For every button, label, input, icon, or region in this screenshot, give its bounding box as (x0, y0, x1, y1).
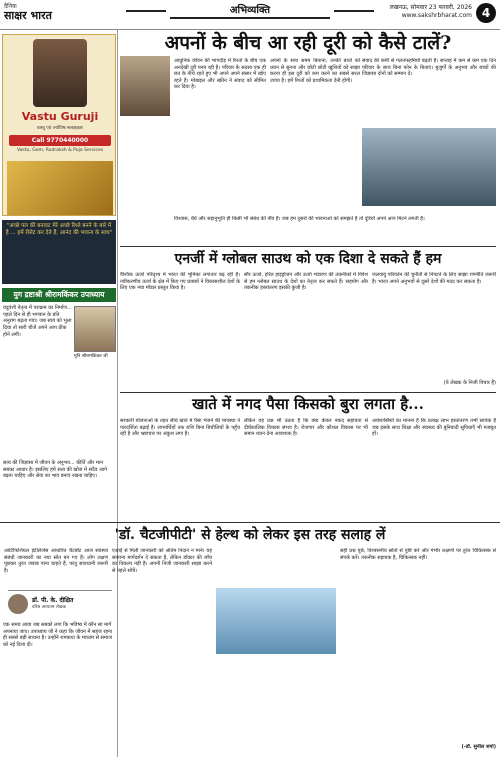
website: www.sakshrbharat.com (401, 12, 472, 19)
article-3-text-b: लेकिन यह प्रश्न भी उठता है कि क्या केवल नकद सहायता से दीर्घकालिक विकास संभव है। रोजगार और कौशल विकास पर भी समान ध्यान देना आवश्यक है। (244, 418, 368, 438)
article-4-headline: 'डॉ. चैटजीपीटी' से हेल्थ को लेकर इस तरह सलाह लें (114, 527, 386, 543)
article-2-text-a: वैश्विक ऊर्जा परिदृश्य में भारत की भूमिका लगातार बढ़ रही है। नवीकरणीय ऊर्जा के क्षेत्र में किए गए प्रयासों ने विकासशील देशों के लिए एक नया मॉडल प्रस्तुत किया है। (120, 272, 240, 292)
quote-box (2, 220, 116, 284)
side-photo-caption: मुनि श्रीरामकिंकर जी (74, 354, 108, 359)
article-4-photo (216, 588, 336, 654)
date: लखनऊ, सोमवार 23 फरवरी, 2026 (389, 4, 472, 11)
divider (120, 392, 496, 393)
ad-subtitle: वास्तु एवं ज्योतिष सलाहकार (36, 126, 84, 131)
side-column-heading: युग द्रष्टाश्री श्रीरामकिंकर उपाध्याय (2, 288, 116, 302)
side-column-text-3: एक समय आया जब सबको लगा कि भविष्य में कौन सा मार्ग अपनाया जाए। उपाध्याय जी ने कहा कि जीवन में सहज रहना ही सबसे बड़ी साधना है। उन्होंने रामकथा के माध्यम से समाज को नई दिशा दी। (3, 622, 113, 649)
article-2-headline: एनर्जी में ग्लोबल साउथ को एक दिशा दे सकते हैं हम (174, 251, 442, 267)
article-4-credit: (-डॉ. सुनील शर्मा) (461, 744, 496, 750)
article-1-text-c: संवाद की कमी से गलतफहमियाँ बढ़ती हैं। सप्ताह में कम से कम एक दिन परिवार के साथ बिना फोन के बिताएं। बुजुर्गों के अनुभव और बच्चों की जिज्ञासा दोनों को सम्मान दें। (362, 58, 496, 78)
ad-products-image (7, 161, 113, 215)
article-3-headline: खाते में नगद पैसा किसको बुरा लगता है... (192, 395, 424, 413)
article-3-text-a: सरकारी योजनाओं के तहत सीधे खाते में पैसा भेजने की व्यवस्था ने पारदर्शिता बढ़ाई है। लाभार्थियों तक राशि बिना बिचौलियों के पहुँच रही है और भ्रष्टाचार पर अंकुश लगा है। (120, 418, 240, 438)
brand-logo (4, 2, 52, 22)
side-column-photo (74, 306, 116, 352)
article-3-text-c: अर्थशास्त्रियों का मानना है कि प्रत्यक्ष लाभ हस्तांतरण तभी सार्थक है जब इसके साथ शिक्षा और स्वास्थ्य की बुनियादी सुविधाएँ भी मजबूत हों। (372, 418, 496, 438)
article-4-text-c: सही प्रश्न पूछें, विश्वसनीय स्रोतों से पुष्टि करें और गंभीर लक्षणों पर तुरंत चिकित्सक से संपर्क करें। तकनीक सहायक है, चिकित्सक नहीं। (340, 548, 496, 561)
article-4-text-b: एआई से मिली जानकारी को अंतिम निदान न मानें। यह सामान्य मार्गदर्शन दे सकता है, लेकिन डॉक्टर की जाँच का विकल्प नहीं है। अपनी निजी जानकारी साझा करने से पहले सोचें। (112, 548, 212, 574)
article-2-byline: (ये लेखक के निजी विचार हैं) (443, 380, 496, 386)
page-number: 4 (476, 3, 496, 23)
brand-main: साक्षर भारत (4, 9, 52, 22)
dateline (390, 4, 472, 20)
article-1-text-a: आधुनिक जीवन की भागदौड़ में रिश्तों के बीच एक अनदेखी दूरी पनप रही है। परिवार के सदस्य एक ही छत के नीचे रहते हुए भी अपने अपने संसार में खोए रहते हैं। मोबाइल और स्क्रीन ने संवाद को सीमित कर दिया है। (174, 58, 266, 91)
author-role: वरिष्ठ अध्यात्म लेखक (32, 605, 67, 610)
article-4-text-a: आर्टिफिशियल इंटेलिजेंस आधारित चैटबॉट आज स्वास्थ्य संबंधी जानकारी का नया स्रोत बन गए हैं। लोग लक्षण पूछकर तुरंत जवाब पाना चाहते हैं, परंतु सावधानी जरूरी है। (4, 548, 108, 574)
ad-person-photo (33, 39, 87, 107)
author-name: डॉ. पी. के. दीक्षित (32, 597, 74, 604)
ad-title: Vastu Guruji (21, 110, 99, 123)
divider (0, 522, 500, 523)
side-column-text-2: सत्य की जिज्ञासा में जीवन के अनुभव... कीर्ति और मान सबका आधार है। इसलिए हमें सत्य की खोज में सदैव आगे बढ़ना चाहिए और सेवा का भाव बनाए रखना चाहिए। (3, 460, 107, 480)
quote-text: "अच्छे पल की बनावट मेरे अच्छे रिश्ते बनने के बारे में है ... हमें रीसेट कर देते हैं, आनंद की भावना के साथ" (5, 223, 113, 236)
masthead (0, 0, 500, 30)
article-2-text-c: जलवायु परिवर्तन की चुनौती से निपटने के लिए साझा रणनीति जरूरी है। भारत अपने अनुभवों से दूसरे देशों की मदद कर सकता है। (372, 272, 496, 285)
side-column-text: यदुवंशी नेतृत्व में पराक्रम का निर्माण... पहले दिन से ही भगवान के प्रति अनुराग बढ़ता गया। जब स्वयं को भुला दिया तो सारी चीजें अपने आप ठीक होने लगीं। (3, 305, 72, 338)
ad-phone[interactable]: Call 9770440000 (9, 135, 111, 146)
article-2-text-b: सौर ऊर्जा, हरित हाइड्रोजन और ऊर्जा भंडारण की तकनीकों में निवेश से हम ग्लोबल साउथ के देशों का नेतृत्व कर सकते हैं। सहयोग और तकनीक हस्तांतरण इसकी कुंजी है। (244, 272, 368, 292)
article-1-headline: अपनों के बीच आ रही दूरी को कैसे टालें? (164, 32, 452, 54)
article-1-text-b: अपनों के साथ समय बिताना, उनकी बातों को ध्यान से सुनना और छोटी छोटी खुशियों को साझा करना ही इस दूरी को कम करने का सबसे सरल उपाय है। हमें रिश्तों को प्राथमिकता देनी होगी। (270, 58, 360, 84)
article-1-photo (362, 128, 496, 206)
divider (120, 246, 496, 247)
ad-address: Vastu, Gem, Rudraksh & Puja Services (16, 148, 104, 153)
vastu-advertisement[interactable] (2, 34, 116, 216)
section-title: अभिव्यक्ति (170, 4, 330, 19)
article-1-author-photo (120, 56, 170, 116)
article-1-text-d: विश्वास, धैर्य और सहानुभूति ही किसी भी संबंध की नींव हैं। जब हम दूसरों की भावनाओं को समझते हैं तो दूरियाँ अपने आप मिटने लगती हैं। (174, 216, 425, 222)
brand-top: दैनिक (4, 3, 17, 10)
